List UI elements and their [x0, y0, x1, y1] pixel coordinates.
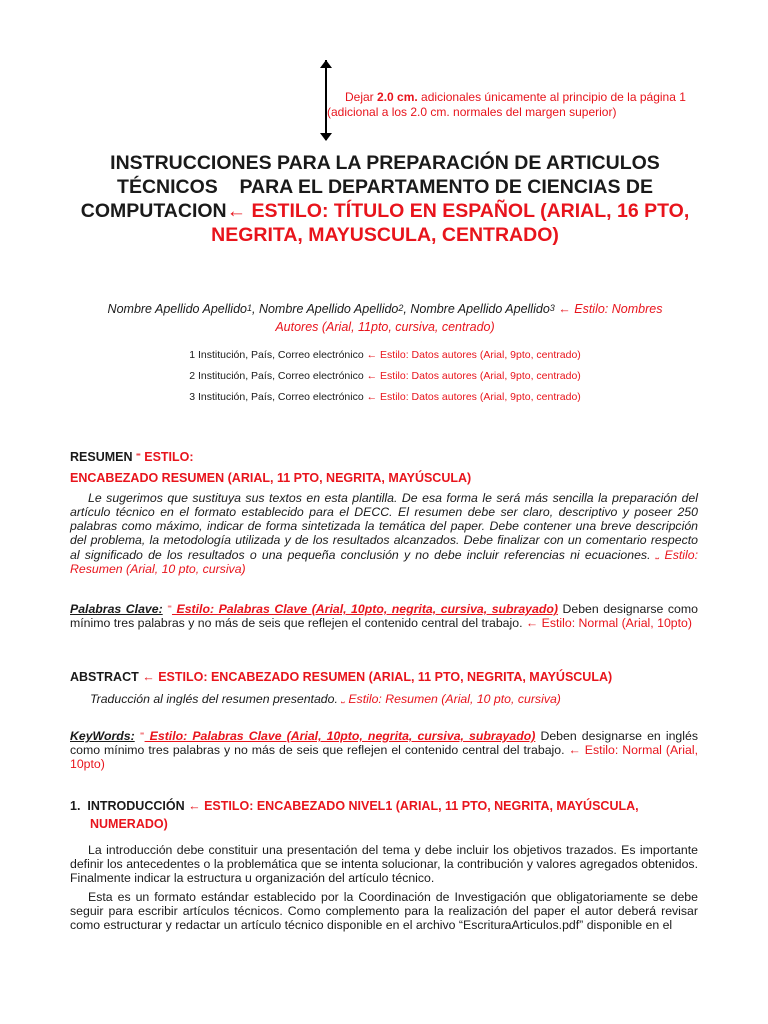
institution-3: 3 Institución, País, Correo electrónico ← Estilo: Datos autores (Arial, 9pto, centrado) [189, 391, 581, 403]
institution-1: 1 Institución, País, Correo electrónico ← Estilo: Datos autores (Arial, 9pto, centrado) [189, 349, 581, 361]
palabras-clave: Palabras Clave: ⁼ Estilo: Palabras Clave (Arial, 10pto, negrita, cursiva, subrayado) Deben designarse como mínimo tres palabras y no más de seis que reflejen el contenido central del trabajo. ← Estilo: Normal (Arial, 10pto) [70, 602, 698, 630]
margin-note-line1: Dejar 2.0 cm. adicionales únicamente al principio de la página 1 [345, 90, 686, 104]
introduccion-heading: 1. INTRODUCCIÓN ← ESTILO: ENCABEZADO NIVEL1 (ARIAL, 11 PTO, NEGRITA, MAYÚSCULA, NUMERADO) [70, 799, 639, 831]
resumen-style-note: ENCABEZADO RESUMEN (ARIAL, 11 PTO, NEGRITA, MAYÚSCULA) [70, 471, 472, 485]
abstract-heading: ABSTRACT ← ESTILO: ENCABEZADO RESUMEN (ARIAL, 11 PTO, NEGRITA, MAYÚSCULA) [70, 670, 613, 684]
margin-note-line2: (adicional a los 2.0 cm. normales del margen superior) [327, 105, 617, 119]
document-title: INSTRUCCIONES PARA LA PREPARACIÓN DE ARTICULOS TÉCNICOS PARA EL DEPARTAMENTO DE CIENCIAS DE COMPUTACION← ESTILO: TÍTULO EN ESPAÑOL (ARIAL, 16 PTO, NEGRITA, MAYUSCULA, CENTRADO) [80, 152, 690, 246]
introduccion-paragraph-2: Esta es un formato estándar establecido por la Coordinación de Investigación que obligatoriamente se debe seguir para escribir artículos técnicos. Como complemento para la realización del paper el autor deberá revisar como estructurar y redactar un artículo técnico disponible en el archivo “EscrituraArticulos.pdf” disponible en el [70, 890, 698, 932]
resumen-body: Le sugerimos que sustituya sus textos en esta plantilla. De esa forma le será más sencilla la preparación del artículo técnico en el formato establecido para el DECC. El resumen debe ser claro, descriptivo y poseer 250 palabras como máximo, indicar de forma sintetizada la temática del paper. Debe contener una breve descripción del problema, la metodología utilizada y de los resultados alcanzados. Debe finalizar con un comentario respecto al significado de los resultados o una pequeña conclusión y no debe incluir referencias ni ecuaciones. ⎵ Estilo: Resumen (Arial, 10 pto, cursiva) [70, 491, 699, 576]
abstract-body: Traducción al inglés del resumen presentado. ⎵ Estilo: Resumen (Arial, 10 pto, cursiva) [90, 692, 561, 706]
introduccion-paragraph-1: La introducción debe constituir una presentación del tema y debe incluir los objetivos trazados. Es importante definir los antecedentes o la problemática que se intenta solucionar, la contribución y valores agregados obtenidos. Finalmente indicar la estructura u organización del artículo técnico. [70, 843, 698, 885]
institution-2: 2 Institución, País, Correo electrónico ← Estilo: Datos autores (Arial, 9pto, centrado) [189, 370, 581, 382]
resumen-heading: RESUMEN ⁼ ESTILO: [70, 450, 194, 464]
arrow-down-icon [320, 133, 332, 141]
keywords: KeyWords: ⁼ Estilo: Palabras Clave (Arial, 10pto, negrita, cursiva, subrayado) Deben designarse en inglés como mínimo tres palabras y no más de seis que reflejen el contenido central del trabajo. ← Estilo: Normal (Arial, 10pto) [70, 729, 698, 771]
author-list: Nombre Apellido Apellido$^1$, Nombre Apellido Apellido$^2$, Nombre Apellido Apellido$^3$ ← Estilo: Nombres Autores (Arial, 11pto, cursiva, centrado) [107, 302, 663, 334]
margin-arrow-line [325, 60, 327, 140]
